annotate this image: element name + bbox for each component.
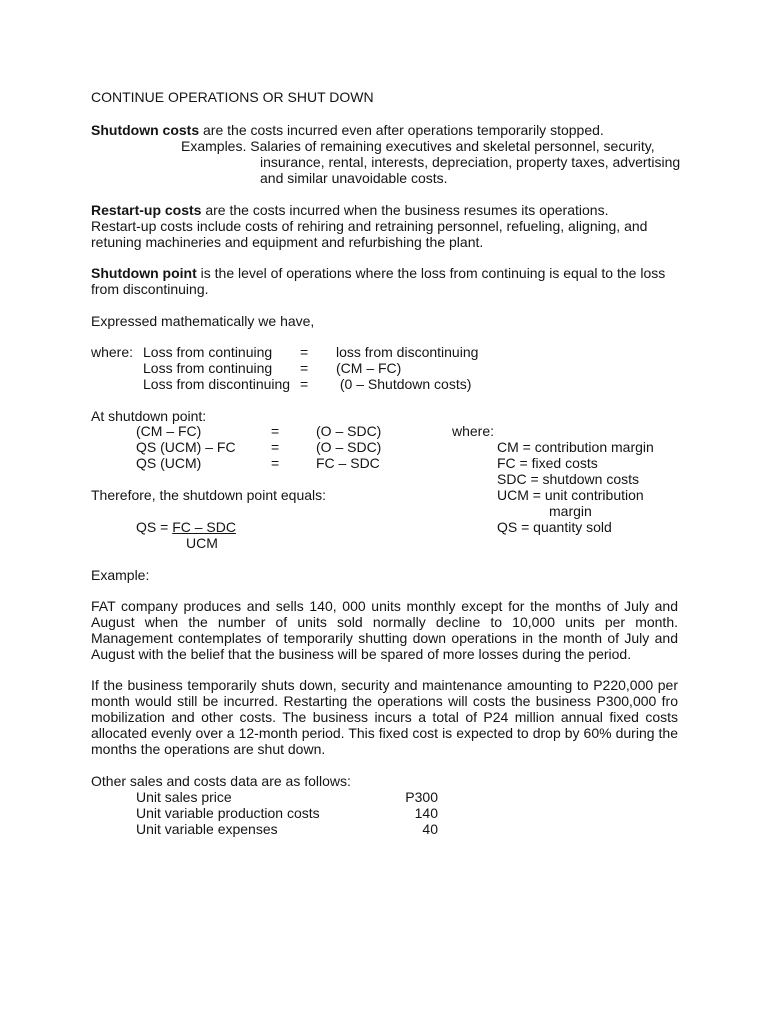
formula-numerator: FC – SDC <box>172 519 236 535</box>
shutdown-costs-examples-line-1: Examples. Salaries of remaining executives and skeletal personnel, security, <box>181 138 655 154</box>
formula-denominator: UCM <box>186 535 218 551</box>
where-label: where: <box>91 344 134 360</box>
legend-item: UCM = unit contribution <box>497 487 644 503</box>
where-row-left: Loss from discontinuing <box>143 376 291 392</box>
therefore-line: Therefore, the shutdown point equals: <box>91 487 327 503</box>
legend-item: SDC = shutdown costs <box>497 471 640 487</box>
legend-item: FC = fixed costs <box>497 455 598 471</box>
shutdown-eq-left: QS (UCM) – FC <box>136 439 236 455</box>
shutdown-point-line-2: from discontinuing. <box>91 281 209 297</box>
restart-costs-paragraph <box>91 202 608 218</box>
restart-costs-term: Restart-up costs <box>91 202 202 218</box>
data-item-label: Unit variable expenses <box>136 821 278 837</box>
shutdown-point-term: Shutdown point <box>91 265 197 281</box>
where-row-left: Loss from continuing <box>143 360 273 376</box>
data-item-value: 140 <box>414 805 438 821</box>
shutdown-point-paragraph <box>91 265 665 281</box>
example-paragraph-1: FAT company produces and sells 140, 000 units monthly except for the months of July and August when the number of units sold normally decline to 10,000 units per month. Management contemplates of temporarily shutting down operations in the month of July and August with the belief that the business will be spared of more losses during the period. <box>91 598 678 662</box>
page-title: CONTINUE OPERATIONS OR SHUT DOWN <box>91 89 374 105</box>
restart-costs-line-2: Restart-up costs include costs of rehiring and retraining personnel, refueling, aligning, and <box>91 218 648 234</box>
data-item-label: Unit sales price <box>136 789 232 805</box>
shutdown-eq-sign: = <box>271 455 280 471</box>
where-row-left: Loss from continuing <box>143 344 273 360</box>
data-item-value: 40 <box>422 821 438 837</box>
where-row-eq: = <box>300 376 309 392</box>
shutdown-costs-examples-line-2: insurance, rental, interests, depreciation, property taxes, advertising <box>260 154 681 170</box>
shutdown-eq-sign: = <box>271 439 280 455</box>
example-paragraph-2: If the business temporarily shuts down, security and maintenance amounting to P220,000 per month would still be incurred. Restarting the operations will costs the business P300,000 fro mobilization and other costs. The business incurs a total of P24 million annual fixed costs allocated evenly over a 12-month period. This fixed cost is expected to drop by 60% during the months the operations are shut down. <box>91 677 678 757</box>
shutdown-costs-definition: are the costs incurred even after operations temporarily stopped. <box>199 122 604 138</box>
other-data-heading: Other sales and costs data are as follows: <box>91 773 351 789</box>
legend-item: CM = contribution margin <box>497 439 654 455</box>
shutdown-point-definition: is the level of operations where the loss from continuing is equal to the loss <box>196 265 666 281</box>
shutdown-eq-right: (O – SDC) <box>316 423 382 439</box>
shutdown-eq-sign: = <box>271 423 280 439</box>
legend-item: margin <box>549 503 592 519</box>
restart-costs-definition: are the costs incurred when the business resumes its operations. <box>201 202 609 218</box>
shutdown-eq-right: FC – SDC <box>316 455 380 471</box>
shutdown-costs-paragraph <box>91 122 604 138</box>
legend-item: QS = quantity sold <box>497 519 612 535</box>
expressed-mathematically: Expressed mathematically we have, <box>91 313 315 329</box>
formula-lhs: QS = <box>136 519 173 535</box>
shutdown-costs-term: Shutdown costs <box>91 122 200 138</box>
shutdown-eq-left: QS (UCM) <box>136 455 202 471</box>
data-item-label: Unit variable production costs <box>136 805 320 821</box>
at-shutdown-heading: At shutdown point: <box>91 408 207 424</box>
shutdown-costs-examples-line-3: and similar unavoidable costs. <box>260 170 448 186</box>
restart-costs-line-3: retuning machineries and equipment and refurbishing the plant. <box>91 234 484 250</box>
shutdown-eq-right: (O – SDC) <box>316 439 382 455</box>
where-row-right: loss from discontinuing <box>336 344 479 360</box>
where-row-right: (0 – Shutdown costs) <box>336 376 472 392</box>
legend-where-label: where: <box>452 423 495 439</box>
where-row-right: (CM – FC) <box>336 360 402 376</box>
data-item-value: P300 <box>405 789 438 805</box>
where-row-eq: = <box>300 360 309 376</box>
where-row-eq: = <box>300 344 309 360</box>
shutdown-eq-left: (CM – FC) <box>136 423 202 439</box>
shutdown-formula <box>136 519 236 535</box>
example-label: Example: <box>91 567 150 583</box>
